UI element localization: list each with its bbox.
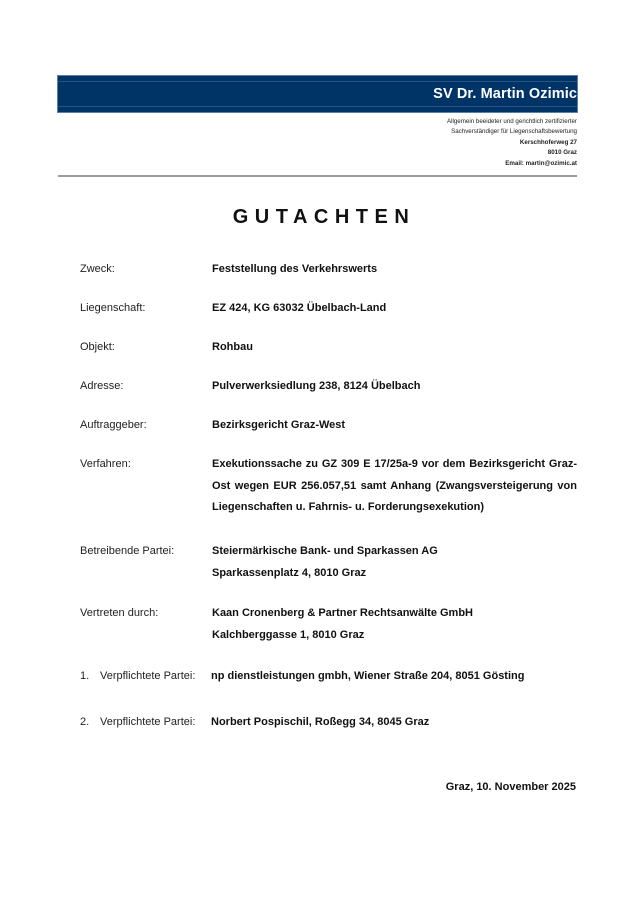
field-label: Verfahren: (80, 458, 131, 470)
field-value: EZ 424, KG 63032 Übelbach-Land (212, 302, 387, 314)
expert-name: SV Dr. Martin Ozimic (433, 86, 577, 102)
representative-name: Kaan Cronenberg & Partner Rechtsanwälte GmbH (212, 607, 474, 619)
field-value: Pulverwerksiedlung 238, 8124 Übelbach (212, 380, 421, 392)
band-line-top (58, 81, 577, 82)
header-divider (58, 175, 577, 177)
list-number: 1. (80, 670, 90, 682)
list-number: 2. (80, 716, 90, 728)
document-title: GUTACHTEN (232, 206, 416, 228)
field-label: Zweck: (80, 263, 115, 275)
field-value (212, 603, 577, 646)
field-value: np dienstleistungen gmbh, Wiener Straße 204, 8051 Gösting (211, 670, 525, 682)
field-value: Exekutionssache zu GZ 309 E 17/25a-9 vor dem Bezirksgericht Graz-Ost wegen EUR 256.057,51 samt Anhang (Zwangsversteigerung von Liegenschaften u. Fahrnis- u. Forderungsexekution) (212, 458, 577, 513)
field-label (80, 712, 195, 734)
field-value: Norbert Pospischil, Roßegg 34, 8045 Graz (211, 716, 430, 728)
party-name: Steiermärkische Bank- und Sparkassen AG (212, 545, 438, 557)
band-line-bottom (58, 106, 577, 107)
letterhead-band (58, 76, 577, 112)
field-label: Auftraggeber: (80, 419, 147, 431)
contact-email[interactable]: Email: martin@ozimic.at (505, 159, 577, 167)
field-value: Feststellung des Verkehrswerts (212, 263, 378, 275)
field-value: Rohbau (212, 341, 253, 353)
label-text: Verpflichtete Partei: (100, 716, 196, 728)
contact-qualification-1: Allgemein beeideter und gerichtlich zertifizierter (446, 118, 577, 125)
contact-block (447, 117, 577, 169)
field-label: Adresse: (80, 380, 124, 392)
field-value (212, 541, 577, 584)
field-label: Vertreten durch: (80, 607, 159, 619)
label-text: Verpflichtete Partei: (100, 670, 196, 682)
field-label (80, 666, 195, 688)
field-label: Betreibende Partei: (80, 545, 175, 557)
field-label: Objekt: (80, 341, 115, 353)
representative-address: Kalchberggasse 1, 8010 Graz (212, 628, 365, 641)
contact-street: Kerschhoferweg 27 (519, 138, 577, 146)
field-value: Bezirksgericht Graz-West (212, 419, 346, 431)
contact-qualification-2: Sachverständiger für Liegenschaftsbewertung (451, 128, 577, 136)
party-address: Sparkassenplatz 4, 8010 Graz (212, 566, 367, 579)
contact-city: 8010 Graz (547, 149, 577, 157)
place-date: Graz, 10. November 2025 (445, 781, 576, 793)
field-label: Liegenschaft: (80, 302, 146, 314)
